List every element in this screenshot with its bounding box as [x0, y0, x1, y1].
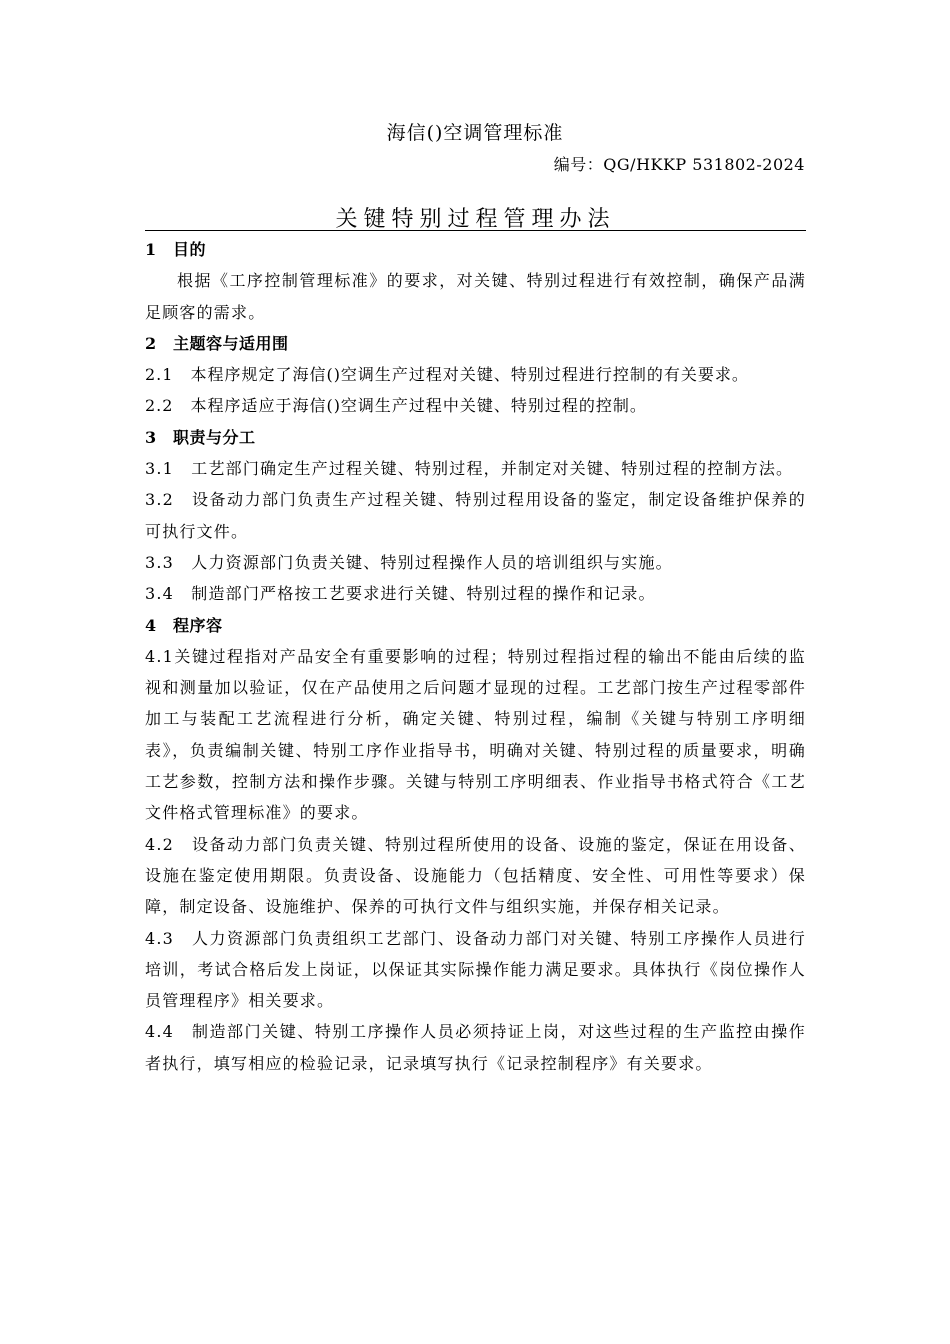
section-number: 2: [145, 333, 157, 353]
clause-4-4: 4.4 制造部门关键、特别工序操作人员必须持证上岗，对这些过程的生产监控由操作者执行，填写相应的检验记录，记录填写执行《记录控制程序》有关要求。: [145, 1022, 806, 1073]
section-heading-3: [145, 422, 806, 453]
clause-3-1: 3.1 工艺部门确定生产过程关键、特别过程，并制定对关键、特别过程的控制方法。: [145, 459, 794, 479]
title-underline: [145, 230, 806, 231]
document-body: [145, 234, 806, 1079]
section-number: 3: [145, 427, 157, 447]
clause-4-3: 4.3 人力资源部门负责组织工艺部门、设备动力部门对关键、特别工序操作人员进行培训，考试合格后发上岗证，以保证其实际操作能力满足要求。具体执行《岗位操作人员管理程序》相关要求。: [145, 928, 806, 1011]
section-title: 程序容: [173, 615, 223, 635]
clause-4-2: 4.2 设备动力部门负责关键、特别过程所使用的设备、设施的鉴定，保证在用设备、设施在鉴定使用期限。负责设备、设施能力（包括精度、安全性、可用性等要求）保障，制定设备、设施维护、保养的可执行文件与组织实施，并保存相关记录。: [145, 834, 806, 917]
section-title: 职责与分工: [173, 427, 256, 447]
company-header: 海信()空调管理标准: [386, 122, 564, 144]
clause-3-3: 3.3 人力资源部门负责关键、特别过程操作人员的培训组织与实施。: [145, 552, 673, 572]
section-title: 目的: [173, 240, 207, 259]
clause-2-2: 2.2 本程序适应于海信()空调生产过程中关键、特别过程的控制。: [145, 396, 647, 416]
clause-4-1: 4.1关键过程指对产品安全有重要影响的过程；特别过程指过程的输出不能由后续的监视和测量加以验证，仅在产品使用之后问题才显现的过程。工艺部门按生产过程零部件加工与装配工艺流程进行分析，确定关键、特别过程，编制《关键与特别工序明细表》，负责编制关键、特别工序作业指导书，明确对关键、特别过程的质量要求，明确工艺参数，控制方法和操作步骤。关键与特别工序明细表、作业指导书格式符合《工艺文件格式管理标准》的要求。: [145, 646, 806, 823]
section-heading-1: [145, 234, 806, 265]
clause-2-1: 2.1 本程序规定了海信()空调生产过程对关键、特别过程进行控制的有关要求。: [145, 365, 749, 385]
clause-3-2: 3.2 设备动力部门负责生产过程关键、特别过程用设备的鉴定，制定设备维护保养的可执行文件。: [145, 490, 806, 541]
document-title: 关键特别过程管理办法: [335, 207, 616, 232]
clause-3-4: 3.4 制造部门严格按工艺要求进行关键、特别过程的操作和记录。: [145, 584, 656, 604]
section-title: 主题容与适用围: [173, 333, 289, 353]
section-number: 1: [145, 240, 157, 259]
section-heading-4: [145, 610, 806, 641]
section-number: 4: [145, 615, 157, 635]
document-number: 编号：QG/HKKP 531802-2024: [553, 155, 805, 174]
section-heading-2: [145, 328, 806, 359]
paragraph-1: 根据《工序控制管理标准》的要求，对关键、特别过程进行有效控制，确保产品满足顾客的需求。: [145, 271, 806, 322]
